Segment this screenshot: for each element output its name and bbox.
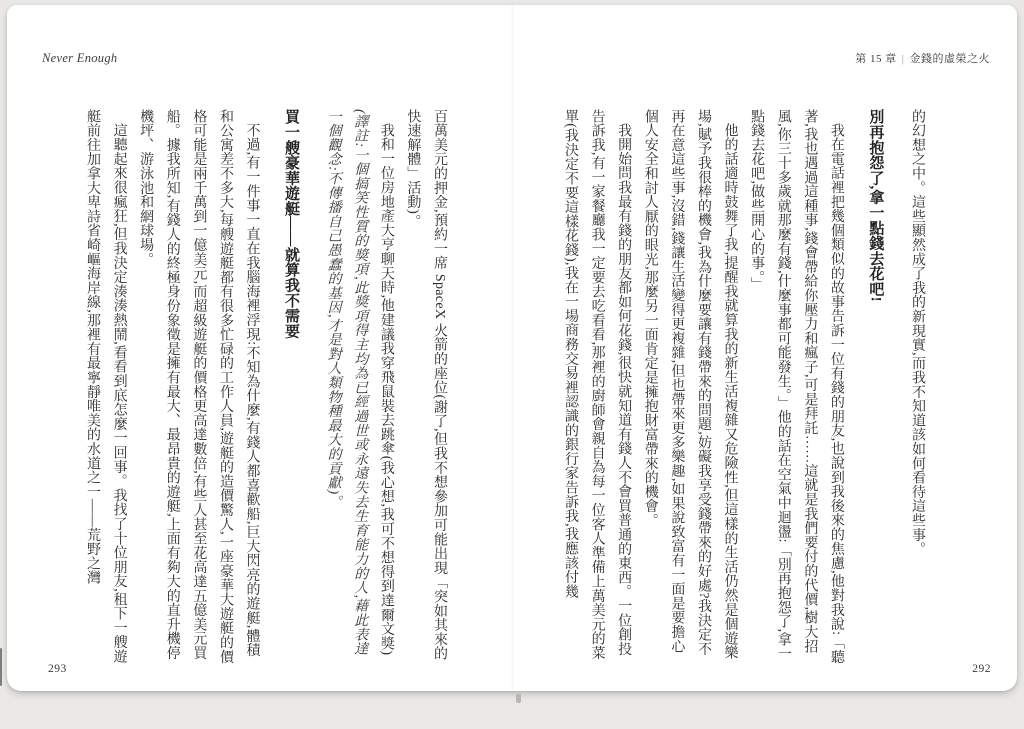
translator-note: (譯註:一個搞笑性質的獎項,此獎項得主均為已經過世或永遠失去生育能力的人,藉此表達一個觀念:不傳播自己愚蠢的基因,才是對人類物種最大的貢獻)。 — [325, 109, 368, 656]
paragraph-fantasy-continuation: 的幻想之中。這些顯然成了我的新現實,而我不知道該如何看待這些事。 — [910, 109, 925, 557]
chapter-header-divider: | — [901, 53, 905, 65]
book-edge-shadow — [0, 648, 2, 686]
chapter-title: 金錢的虛榮之火 — [909, 53, 990, 65]
paragraph-yacht-trip: 這聽起來很瘋狂,但我決定湊湊熱鬧,看看到底怎麼一回事。我找了十位朋友,租下一艘遊艇前往加拿大卑詩省崎嶇海岸線,那裡有最寧靜唯美的水道之一——荒野之灣 — [84, 109, 127, 664]
paragraph-wingsuit — [319, 109, 399, 665]
section-heading-spend: 別再抱怨了,拿一點錢去花吧! — [867, 109, 884, 302]
page-left-text — [78, 109, 452, 665]
paragraph-wingsuit-main: 我和一位房地產大亨聊天時,他建議我穿飛鼠裝去跳傘(我心想,我可不想得到達爾文獎) — [378, 123, 394, 656]
page-number-right: 292 — [972, 663, 991, 675]
chapter-header — [855, 50, 990, 66]
paragraph-phone-call: 我在電話裡把幾個類似的故事告訴一位有錢的朋友,也說到我後來的焦慮,他對我說:「聽著,我也遇過這種事,錢會帶給你壓力和瘋子,可是拜託……這就是我們要付的代價,樹大招風,你三十多歲就那麼有錢,什麼事都可能發生。」他的話在空氣中迴盪:「別再抱怨了,拿一點錢去花吧,做些開心的事。」 — [749, 109, 844, 664]
page-right-text — [556, 109, 930, 665]
paragraph-yachts: 不過,有一件事一直在我腦海裡浮現:不知為什麼,有錢人都喜歡船,巨大閃亮的遊艇,體積和公寓差不多大,每艘遊艇都有很多忙碌的工作人員,遊艇的造價驚人,一座豪華大遊艇的價格可能是兩千萬到一億美元,而超級遊艇的價格更高達數倍,有些人甚至花高達五億美元買船。據我所知,有錢人的終極身份象徵是擁有最大、最昂貴的遊艇,上面有夠大的直升機停機坪、游泳池和網球場。 — [138, 109, 260, 664]
page-fold-notch — [516, 694, 521, 703]
chapter-number: 第 15 章 — [855, 53, 897, 65]
page-number-left: 293 — [48, 663, 67, 675]
book-spread — [7, 5, 1017, 691]
paragraph-playground: 他的話適時鼓舞了我,提醒我就算我的新生活複雜又危險性,但這樣的生活仍然是個遊樂場,賦予我很棒的機會,我為什麼要讓有錢帶來的問題,妨礙我享受錢帶來的好處?我決定不再在意這些事,沒錯,錢讓生活變得更複雜,但也帶來更多樂趣,如果說致富有一面是要擔心個人安全和討人厭的眼光,那麼另一面肯定是擁抱財富帶來的機會。 — [642, 109, 738, 660]
paragraph-how-rich-spend: 我開始問我最有錢的朋友都如何花錢,很快就知道有錢人不會買普通的東西。一位創投告訴我,有一家餐廳我一定要去吃看看,那裡的廚師會親自為每一位客人準備上萬美元的菜單(我決定不要這樣花錢),我在一場商務交易裡認識的銀行家告訴我,我應該付幾 — [562, 109, 632, 660]
center-fold — [511, 5, 514, 691]
section-heading-yacht: 買一艘豪華遊艇——就算我不需要 — [283, 109, 300, 339]
running-head: Never Enough — [42, 51, 118, 65]
paragraph-spacex-continuation: 百萬美元的押金,預約一席 SpaceX 火箭的座位(謝了,但我不想參加可能出現「突如其來的快速解體」活動)。 — [405, 109, 447, 661]
